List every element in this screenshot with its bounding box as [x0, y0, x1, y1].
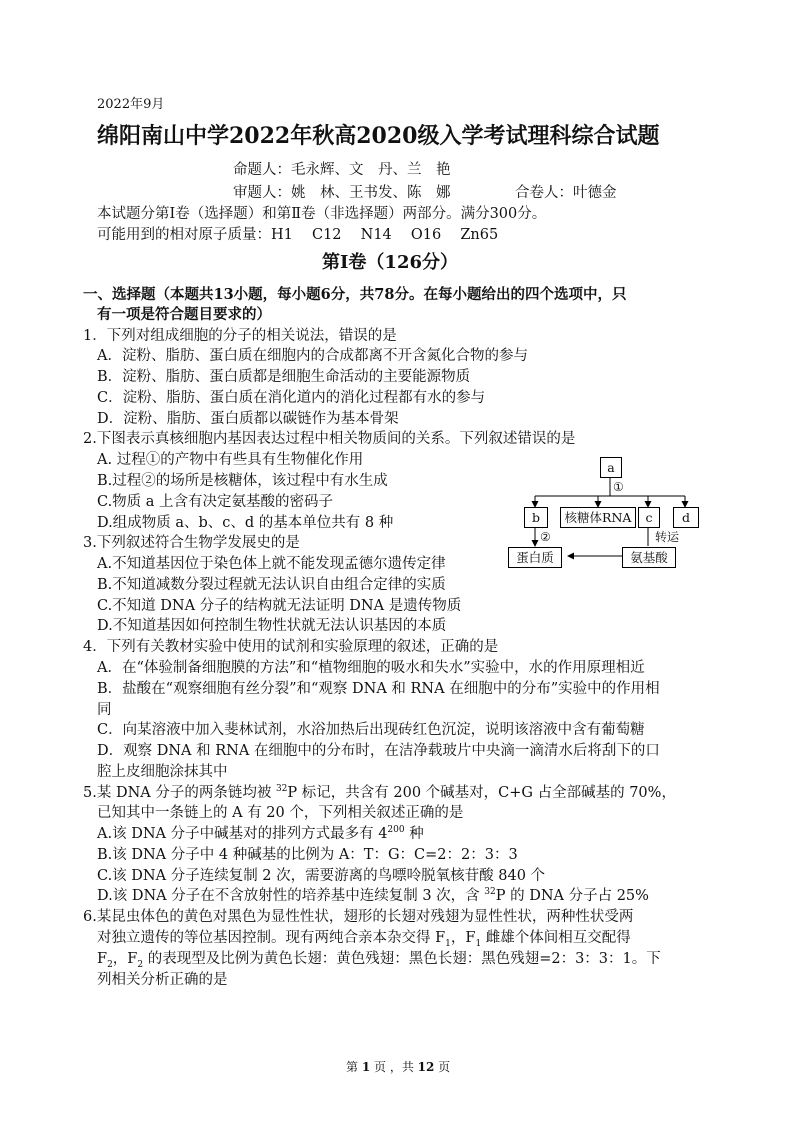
- exam-reviewers: 审题人：姚 林、王书发、陈 娜: [233, 185, 451, 201]
- footer-text-3: 页: [434, 1060, 451, 1074]
- generation-subscript: 1: [475, 938, 482, 949]
- question-2-option-c: C.物质 a 上含有决定氨基酸的密码子: [97, 494, 334, 510]
- question-5-stem-line2: 已知其中一条链上的 A 有 20 个，下列相关叙述正确的是: [97, 805, 464, 821]
- diagram-node-d: d: [673, 507, 699, 528]
- question-5-option-d-suffix: P 的 DNA 分子占 25%: [495, 888, 649, 904]
- question-6-text-e: ，F: [112, 951, 138, 967]
- exam-title: 绵阳南山中学2022年秋高2020级入学考试理科综合试题: [97, 123, 660, 149]
- question-1-option-d: D．淀粉、脂肪、蛋白质都以碳链作为基本骨架: [97, 411, 399, 427]
- question-4-option-b-line1: B．盐酸在“观察细胞有丝分裂”和“观察 DNA 和 RNA 在细胞中的分布”实验中的作用相: [97, 681, 660, 697]
- diagram-node-a: a: [600, 457, 622, 478]
- question-4-stem: 4．下列有关教材实验中使用的试剂和实验原理的叙述，正确的是: [83, 639, 499, 655]
- footer-text-1: 第: [346, 1060, 362, 1074]
- diagram-node-amino-acid: 氨基酸: [622, 547, 676, 568]
- question-5-stem-text-1: 5.某 DNA 分子的两条链均被: [83, 785, 276, 801]
- question-1-option-c: C．淀粉、脂肪、蛋白质在消化道内的消化过程都有水的参与: [97, 390, 486, 406]
- exponent-superscript: 200: [387, 825, 405, 836]
- question-1-stem: 1．下列对组成细胞的分子的相关说法，错误的是: [83, 328, 397, 344]
- question-5-stem-line1: [83, 783, 676, 803]
- exam-date: 2022年9月: [97, 97, 165, 112]
- question-5-option-a: [97, 824, 424, 844]
- isotope-mass-superscript: 32: [484, 887, 496, 898]
- diagram-process-2: ②: [540, 530, 551, 544]
- diagram-node-b: b: [524, 507, 548, 528]
- question-2-option-d: D.组成物质 a、b、c、d 的基本单位共有 8 种: [97, 515, 394, 531]
- question-5-stem-text-2: P 标记，共含有 200 个碱基对，C+G 占全部碱基的 70%，: [287, 785, 676, 801]
- diagram-node-ribosomal-rna: 核糖体RNA: [560, 507, 636, 528]
- exam-intro: 本试题分第Ⅰ卷（选择题）和第Ⅱ卷（非选择题）两部分。满分300分。: [97, 206, 547, 222]
- exam-authors: 命题人：毛永辉、文 丹、兰 艳: [233, 162, 451, 178]
- question-6-text-a: 对独立遗传的等位基因控制。现有两纯合亲本杂交得 F: [97, 930, 446, 946]
- diagram-transport-label: 转运: [655, 530, 680, 544]
- diagram-process-1: ①: [613, 480, 624, 494]
- question-4-option-d-line1: D．观察 DNA 和 RNA 在细胞中的分布时，在洁净载玻片中央滴一滴清水后将刮下的口: [97, 743, 660, 759]
- question-5-option-b: B.该 DNA 分子中 4 种碱基的比例为 A：T：G：C=2：2：3：3: [97, 847, 518, 863]
- gene-expression-diagram: [500, 450, 710, 575]
- diagram-node-protein: 蛋白质: [508, 547, 562, 568]
- question-5-option-c: C.该 DNA 分子连续复制 2 次，需要游离的鸟嘌呤脱氧核苷酸 840 个: [97, 868, 546, 884]
- question-4-option-b-line2: 同: [97, 702, 112, 718]
- question-1-option-a: A．淀粉、脂肪、蛋白质在细胞内的合成都离不开含氮化合物的参与: [97, 348, 528, 364]
- question-2-option-a: A. 过程①的产物中有些具有生物催化作用: [97, 452, 364, 468]
- question-6-stem-line1: 6.某昆虫体色的黄色对黑色为显性性状，翅形的长翅对残翅为显性性状，两种性状受两: [83, 909, 634, 925]
- question-6-stem-line4: 列相关分析正确的是: [97, 972, 228, 988]
- question-4-option-d-line2: 腔上皮细胞涂抹其中: [97, 764, 228, 780]
- question-6-text-f: 的表现型及比例为黄色长翅：黄色残翅：黑色长翅：黑色残翅=2：3：3：1。下: [143, 951, 661, 967]
- atomic-masses: 可能用到的相对原子质量：H1 C12 N14 O16 Zn65: [97, 227, 499, 243]
- question-2-option-b: B.过程②的场所是核糖体，该过程中有水生成: [97, 473, 388, 489]
- question-3-stem: 3.下列叙述符合生物学发展史的是: [83, 535, 300, 551]
- generation-subscript: 2: [137, 959, 144, 970]
- question-6-text-c: 雌雄个体间相互交配得: [481, 930, 631, 946]
- diagram-node-c: c: [638, 507, 660, 528]
- question-6-stem-line3: [97, 949, 661, 969]
- question-3-option-b: B.不知道减数分裂过程就无法认识自由组合定律的实质: [97, 577, 446, 593]
- question-5-option-a-text: A.该 DNA 分子中碱基对的排列方式最多有 4: [97, 826, 388, 842]
- page-number: 1: [361, 1060, 371, 1074]
- generation-subscript: 1: [445, 938, 451, 949]
- question-4-option-c: C．向某溶液中加入斐林试剂，水浴加热后出现砖红色沉淀，说明该溶液中含有葡萄糖: [97, 722, 645, 738]
- question-6-stem-line2: [97, 928, 631, 948]
- generation-subscript: 2: [107, 959, 113, 970]
- section-instruction-line2: 有一项是符合题目要求的）: [97, 306, 271, 323]
- page-footer: [346, 1057, 450, 1077]
- question-6-text-b: ，F: [450, 930, 476, 946]
- section-instruction-line1: 一、选择题（本题共13小题，每小题6分，共78分。在每小题给出的四个选项中，只: [83, 286, 627, 303]
- question-5-option-a-suffix: 种: [404, 826, 424, 842]
- question-3-option-c: C.不知道 DNA 分子的结构就无法证明 DNA 是遗传物质: [97, 598, 462, 614]
- question-4-option-a: A．在“体验制备细胞膜的方法”和“植物细胞的吸水和失水”实验中，水的作用原理相近: [97, 660, 645, 676]
- question-2-stem: 2.下图表示真核细胞内基因表达过程中相关物质间的关系。下列叙述错误的是: [83, 431, 576, 447]
- footer-text-2: 页 ，共: [370, 1060, 418, 1074]
- exam-assembler: 合卷人：叶德金: [515, 185, 617, 201]
- question-1-option-b: B．淀粉、脂肪、蛋白质都是细胞生命活动的主要能源物质: [97, 369, 471, 385]
- question-5-option-d-text: D.该 DNA 分子在不含放射性的培养基中连续复制 3 次，含: [97, 888, 485, 904]
- question-3-option-d: D.不知道基因如何控制生物性状就无法认识基因的本质: [97, 618, 447, 634]
- section-title: 第Ⅰ卷（126分）: [322, 252, 458, 273]
- isotope-mass-superscript: 32: [275, 784, 288, 795]
- question-3-option-a: A.不知道基因位于染色体上就不能发现孟德尔遗传定律: [97, 556, 446, 572]
- page-total: 12: [417, 1060, 435, 1074]
- question-6-text-d: F: [97, 951, 108, 967]
- question-5-option-d: [97, 886, 649, 906]
